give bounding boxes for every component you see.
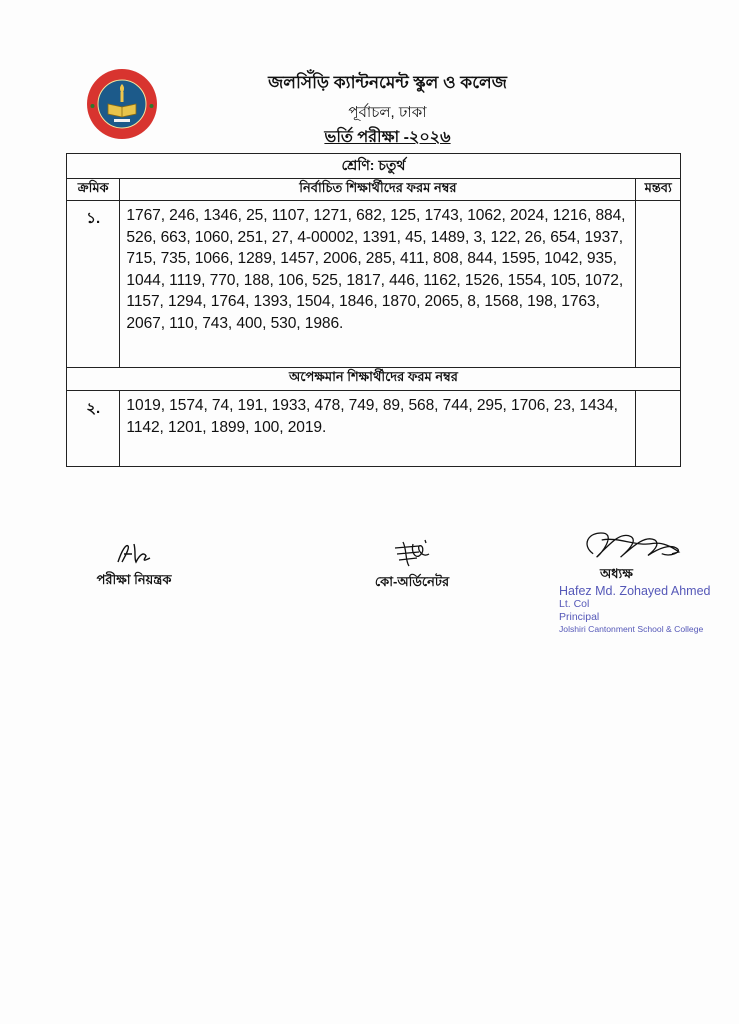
- principal-label: অধ্যক্ষ: [600, 566, 633, 581]
- stamp-rank: Lt. Col: [559, 598, 590, 610]
- selected-form-numbers: 1767, 246, 1346, 25, 1107, 1271, 682, 125, 1743, 1062, 2024, 1216, 884, 526, 663, 1060, 251, 27, 4-00002, 1391, 45, 1489, 3, 122, 26, 654, 1937, 715, 735, 1066, 1289, 1457, 2006, 285, 411, 808, 844, 1595, 1042, 935, 1044, 1119, 770, 188, 106, 525, 1817, 446, 1162, 1526, 1554, 105, 1072, 1157, 1294, 1764, 1393, 1504, 1846, 1870, 2065, 8, 1568, 198, 1763, 2067, 110, 743, 400, 530, 1986.: [120, 201, 636, 368]
- coordinator-label: কো-অর্ডিনেটর: [374, 574, 450, 589]
- class-row: [67, 154, 681, 179]
- coordinator-signature: [389, 538, 435, 568]
- column-header-selected: নির্বাচিত শিক্ষার্থীদের ফরম নম্বর: [120, 179, 636, 201]
- column-headers: [67, 179, 681, 201]
- row-serial: ১.: [67, 201, 120, 368]
- exam-title: [18, 124, 739, 151]
- class-label: শ্রেণি: চতুর্থ: [67, 154, 681, 179]
- controller-label: পরীক্ষা নিয়ন্ত্রক: [96, 572, 172, 587]
- principal-signature: [566, 528, 706, 564]
- coordinator-signature-block: [362, 538, 462, 594]
- table-row: [67, 201, 681, 368]
- column-header-serial: ক্রমিক: [67, 179, 120, 201]
- exam-title-text: ভর্তি পরীক্ষা -২০২৬: [324, 129, 451, 146]
- stamp-title: Principal: [559, 610, 600, 623]
- controller-signature: [114, 540, 154, 566]
- principal-signature-block: [556, 528, 716, 569]
- column-header-remarks: মন্তব্য: [636, 179, 681, 201]
- row-remark: [636, 201, 681, 368]
- waitlist-header-row: [67, 368, 681, 391]
- institution-name: জলসিঁড়ি ক্যান্টনমেন্ট স্কুল ও কলেজ: [268, 73, 507, 92]
- controller-signature-block: [84, 540, 184, 592]
- stamp-name: Hafez Md. Zohayed Ahmed: [559, 584, 711, 598]
- stamp-school: Jolshiri Cantonment School & College: [559, 624, 704, 634]
- row-serial: ২.: [67, 391, 120, 467]
- row-remark: [636, 391, 681, 467]
- waitlist-form-numbers: 1019, 1574, 74, 191, 1933, 478, 749, 89, 568, 744, 295, 1706, 23, 1434, 1142, 1201, 1899, 100, 2019.: [120, 391, 636, 467]
- results-table: [66, 153, 681, 467]
- institution-address: পূর্বাচল, ঢাকা: [348, 104, 427, 121]
- principal-stamp: [559, 584, 710, 636]
- waitlist-label: অপেক্ষমান শিক্ষার্থীদের ফরম নম্বর: [67, 368, 681, 391]
- table-row: [67, 391, 681, 467]
